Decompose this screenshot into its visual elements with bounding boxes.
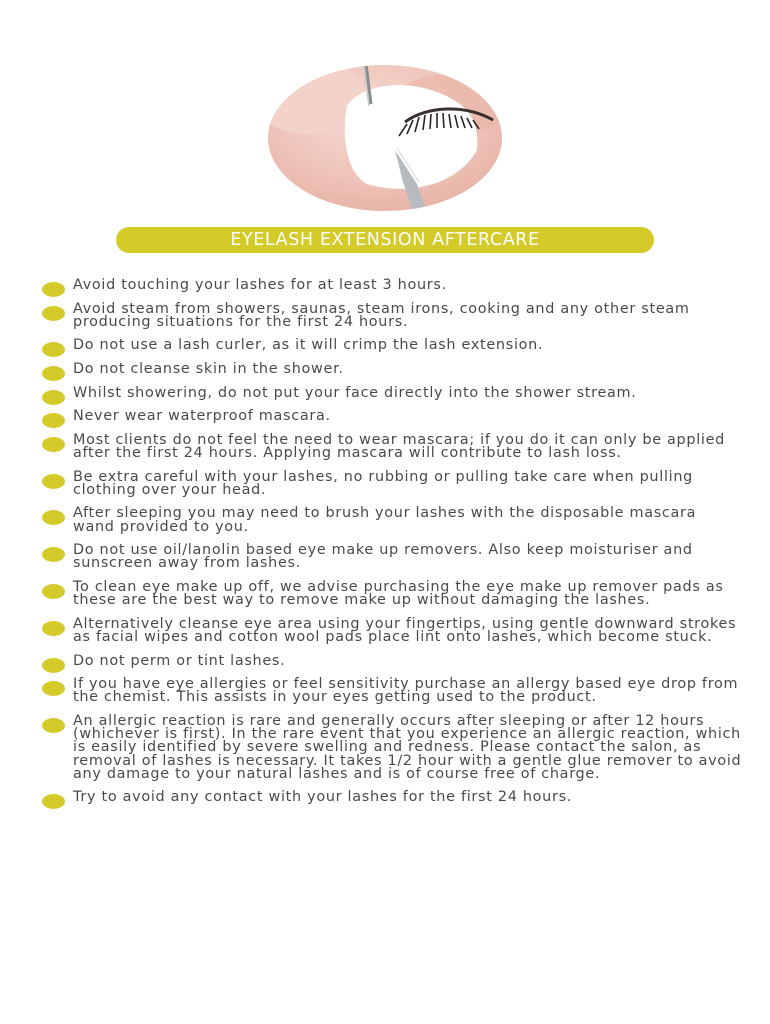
list-item-text: Do not use oil/lanolin based eye make up removers. Also keep moisturiser and sunscreen away from lashes.	[73, 542, 693, 572]
list-item	[42, 616, 742, 644]
list-item-text: Do not use a lash curler, as it will crimp the lash extension.	[73, 337, 544, 354]
list-item	[42, 432, 742, 460]
list-item	[42, 579, 742, 607]
list-item-text: An allergic reaction is rare and generally occurs after sleeping or after 12 hours (whichever is first). In the rare event that you experience an allergic reaction, which is easily identified by severe swelling and redness. Please contact the salon, as removal of lashes is necessary. It takes 1/2 hour with a gentle glue remover to avoid any damage to your natural lashes and is of course free of charge.	[73, 712, 742, 782]
bullet-dot-icon	[42, 413, 65, 428]
bullet-dot-icon	[42, 510, 65, 525]
page-title: EYELASH EXTENSION AFTERCARE	[116, 227, 654, 253]
list-item	[42, 653, 742, 668]
bullet-dot-icon	[42, 437, 65, 452]
list-item	[42, 337, 742, 352]
bullet-dot-icon	[42, 282, 65, 297]
list-item-text: Most clients do not feel the need to wear mascara; if you do it can only be applied after the first 24 hours. Applying mascara will contribute to lash loss.	[73, 431, 725, 461]
bullet-dot-icon	[42, 342, 65, 357]
list-item-text: Do not cleanse skin in the shower.	[73, 360, 344, 377]
list-item-text: To clean eye make up off, we advise purchasing the eye make up remover pads as these are the best way to remove make up without damaging the lashes.	[73, 578, 724, 609]
aftercare-list	[42, 277, 742, 813]
list-item-text: After sleeping you may need to brush your lashes with the disposable mascara wand provided to you.	[73, 505, 697, 535]
list-item	[42, 408, 742, 423]
bullet-dot-icon	[42, 366, 65, 381]
list-item	[42, 469, 742, 497]
list-item-text: Alternatively cleanse eye area using your fingertips, using gentle downward strokes as facial wipes and cotton wool pads place lint onto lashes, which become stuck.	[73, 615, 737, 645]
bullet-dot-icon	[42, 547, 65, 562]
list-item	[42, 361, 742, 376]
list-item-text: Try to avoid any contact with your lashes for the first 24 hours.	[73, 789, 573, 806]
eyelash-photo	[267, 64, 503, 212]
bullet-dot-icon	[42, 474, 65, 489]
list-item	[42, 676, 742, 704]
bullet-dot-icon	[42, 390, 65, 405]
bullet-dot-icon	[42, 718, 65, 733]
list-item-text: Avoid touching your lashes for at least 3 hours.	[73, 277, 447, 293]
list-item	[42, 301, 742, 329]
list-item-text: If you have eye allergies or feel sensitivity purchase an allergy based eye drop from the chemist. This assists in your eyes getting used to the product.	[73, 676, 739, 706]
bullet-dot-icon	[42, 658, 65, 673]
list-item-text: Avoid steam from showers, saunas, steam irons, cooking and any other steam producing situations for the first 24 hours.	[73, 300, 690, 330]
list-item	[42, 542, 742, 570]
bullet-dot-icon	[42, 794, 65, 809]
list-item-text: Do not perm or tint lashes.	[73, 652, 286, 669]
list-item-text: Never wear waterproof mascara.	[73, 408, 331, 425]
list-item	[42, 385, 742, 400]
bullet-dot-icon	[42, 621, 65, 636]
list-item-text: Whilst showering, do not put your face directly into the shower stream.	[73, 384, 637, 401]
list-item	[42, 713, 742, 781]
list-item	[42, 277, 742, 292]
hero-image	[267, 64, 503, 212]
bullet-dot-icon	[42, 681, 65, 696]
list-item	[42, 789, 742, 804]
bullet-dot-icon	[42, 584, 65, 599]
bullet-dot-icon	[42, 306, 65, 321]
list-item	[42, 505, 742, 533]
list-item-text: Be extra careful with your lashes, no rubbing or pulling take care when pulling clothing over your head.	[73, 468, 694, 498]
